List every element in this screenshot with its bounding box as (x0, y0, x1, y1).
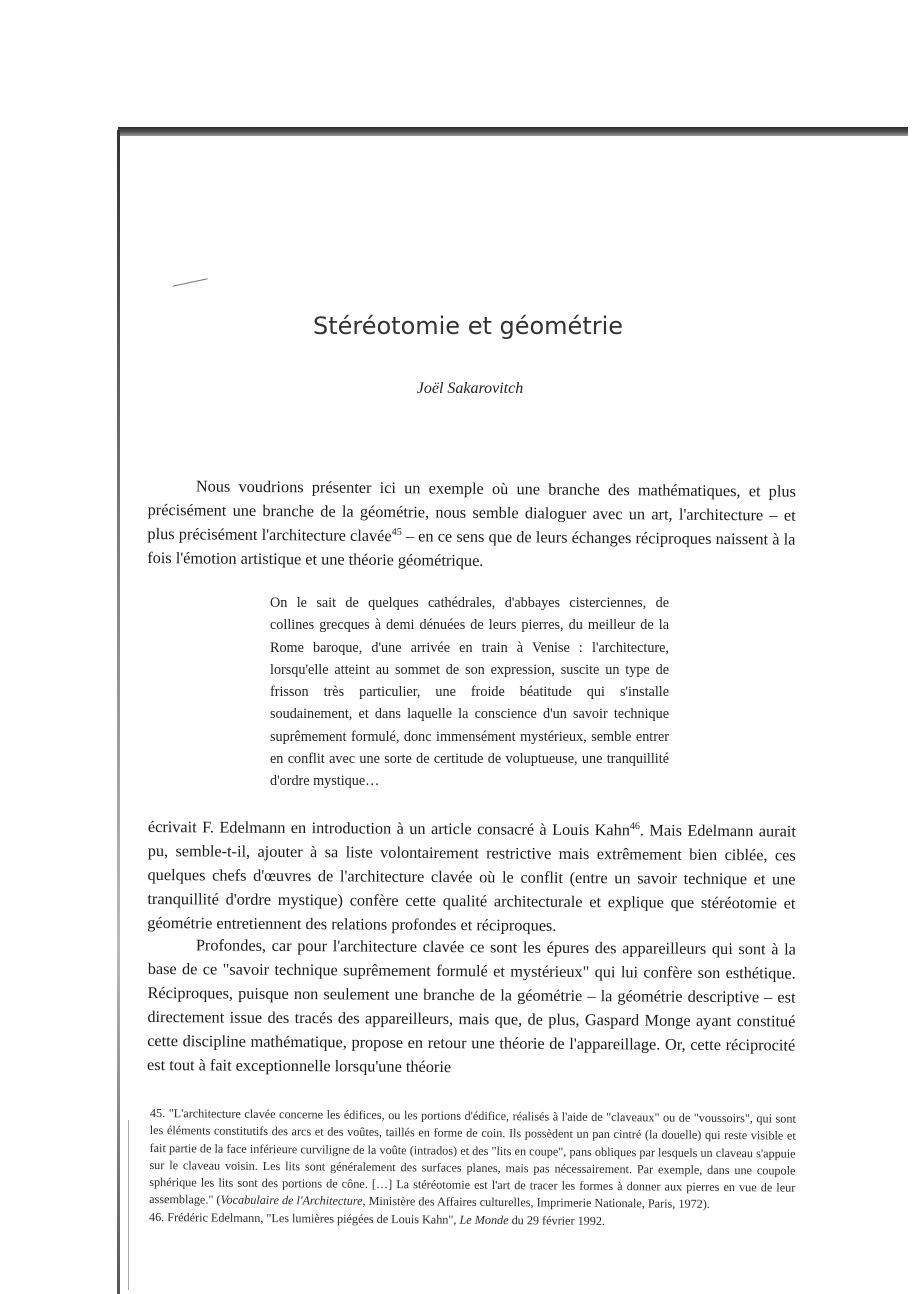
footnote-ref-46: 46 (629, 820, 640, 833)
edelmann-text: écrivait F. Edelmann en introduction à un article consacré à Louis Kahn (147, 816, 630, 840)
intro-text: Nous voudrions présenter ici un exemple où une branche des mathématiques, et plus précisément une branche de la géométrie, nous semble dialoguer avec un art, l'architecture – et plus précisément l'architecture clavée (147, 476, 796, 546)
footnote-46-tail: du 29 février 1992. (508, 1212, 606, 1228)
edelmann-text-end: . Mais Edelmann aurait pu, semble-t-il, ajouter à sa liste volontairement restrictive mais extrêmement bien ciblée, ces quelques chefs d'œuvres de l'architecture clavée où le conflit (entre un savoir technique et une tranquillité d'ordre mystique) confère cette qualité architecturale et explique que stéréotomie et géométrie entretiennent des relations profondes et réciproques. (147, 820, 796, 935)
scan-artifact-mark (172, 278, 207, 286)
footnote-45-source: Vocabulaire de l'Architecture (220, 1193, 363, 1209)
intro-paragraph (147, 474, 796, 576)
intro-text-end: – en ce sens que de leurs échanges réciproques naissent à la fois l'émotion artistique et une théorie géométrique. (147, 526, 796, 570)
footnotes (149, 1105, 796, 1232)
footnote-45-tail: , Ministère des Affaires culturelles, Imprimerie Nationale, Paris, 1972). (362, 1194, 710, 1212)
binding-edge-line (128, 1120, 129, 1290)
footnote-46-journal: Le Monde (459, 1212, 509, 1227)
footnote-ref-45: 45 (391, 526, 402, 538)
article-title: Stéréotomie et géométrie (312, 312, 624, 340)
body-paragraph-profondes: Profondes, car pour l'architecture clavée ce sont les épures des appareilleurs qui sont à la base de ce "savoir technique suprêmement formulé et mystérieux" qui lui confère son esthétique. Réciproques, puisque non seulement une branche de la géométrie – la géométrie descriptive – est directement issue des tracés des appareilleurs, mais que, de plus, Gaspard Monge ayant constitué cette discipline mathématique, propose en retour une théorie de l'appareillage. Or, cette réciprocité est tout à fait exceptionnelle lorsqu'une théorie (147, 935, 796, 1077)
block-quote: On le sait de quelques cathédrales, d'abbayes cisterciennes, de collines grecques à demi dénuées de leurs pierres, du meilleur de la Rome baroque, d'une arrivée en train à Venise : l'architecture, lorsqu'elle atteint au sommet de son expression, suscite un type de frisson très particulier, une froide béatitude qui s'installe soudainement, et dans laquelle la conscience d'un savoir technique suprêmement formulé, donc immensément mystérieux, semble entrer en conflit avec une sorte de certitude de voluptueuse, une tranquillité d'ordre mystique… (270, 595, 669, 790)
binding-edge-shadow (117, 130, 120, 1294)
footnote-45 (149, 1105, 796, 1214)
footnote-45-text: 45. "L'architecture clavée concerne les édifices, ou les portions d'édifice, réalisés à l'aide de "claveaux" ou de "voussoirs", qui sont les éléments constitutifs des arcs et des voûtes, taillés en forme de coin. Ils possèdent un pan cintré (la douelle) qui reste visible et fait partie de la face inférieure curviligne de la voûte (intrados) et des "lits en coupe", pans obliques par lesquels un claveau s'appuie sur le claveau voisin. Les lits sont généralement des surfaces planes, mais pas nécessairement. Par exemple, dans une coupole sphérique les lits sont des portions de cône. […] La stéréotomie est l'art de tracer les formes à donner aux pierres en vue de leur assemblage." ( (149, 1106, 796, 1208)
header-rule (118, 127, 908, 136)
body-paragraph-edelmann (147, 815, 796, 940)
article-author: Joël Sakarovitch (416, 380, 524, 397)
footnote-46-text: 46. Frédéric Edelmann, "Les lumières piégées de Louis Kahn", (148, 1209, 460, 1227)
